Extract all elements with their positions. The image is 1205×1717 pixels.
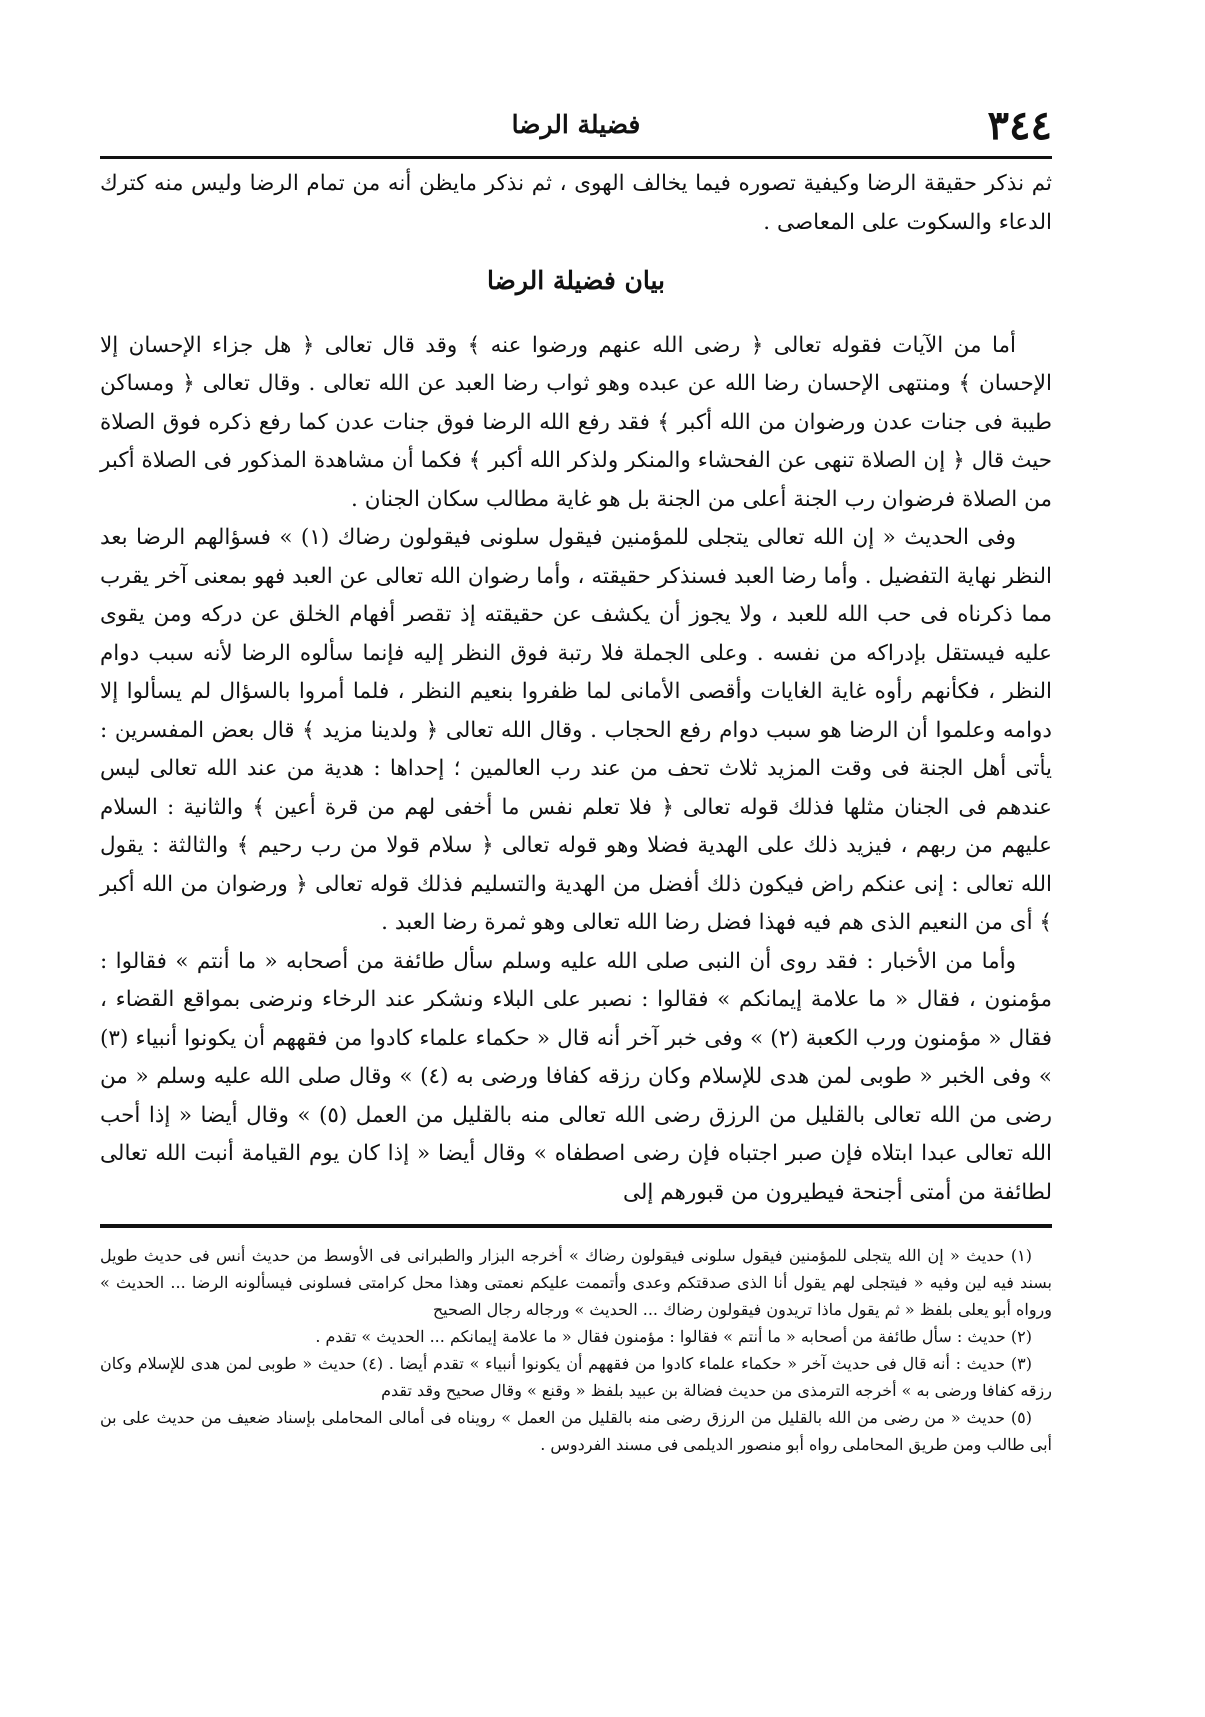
footnote-1: (١) حديث « إن الله يتجلى للمؤمنين فيقول سلونى فيقولون رضاك » أخرجه البزار والطبرانى فى الأوسط من حديث أنس فى حديث طويل بسند فيه لين وفيه « فيتجلى لهم يقول أنا الذى صدقتكم وعدى وأتممت عليكم نعمتى وهذا محل كرامتى فسلونى فيسألونه الرضا ... الحديث » ورواه أبو يعلى بلفظ « ثم يقول ماذا تريدون فيقولون رضاك ... الحديث » ورجاله رجال الصحيح [100, 1246, 1052, 1319]
main-text [100, 165, 1052, 1212]
footnote-3-4: (٣) حديث : أنه قال فى حديث آخر « حكماء علماء كادوا من فقههم أن يكونوا أنبياء » تقدم أيضا . (٤) حديث « طوبى لمن هدى للإسلام وكان رزقه كفافا ورضى به » أخرجه الترمذى من حديث فضالة بن عبيد بلفظ « وقنع » وقال صحيح وقد تقدم [100, 1354, 1052, 1400]
footnotes [100, 1242, 1052, 1458]
intro-paragraph: ثم نذكر حقيقة الرضا وكيفية تصوره فيما يخالف الهوى ، ثم نذكر مايظن أنه من تمام الرضا وليس منه كترك الدعاء والسكوت على المعاصى . [100, 171, 1052, 235]
running-head [100, 100, 1052, 156]
running-title: فضيلة الرضا [511, 110, 641, 139]
footnote-2: (٢) حديث : سأل طائفة من أصحابه « ما أنتم » فقالوا : مؤمنون فقال « ما علامة إيمانكم ... الحديث » تقدم . [315, 1327, 1032, 1346]
section-heading: بيان فضيلة الرضا [487, 266, 665, 295]
footnote-5: (٥) حديث « من رضى من الله بالقليل من الرزق رضى منه بالقليل من العمل » رويناه فى أمالى المحاملى بإسناد ضعيف من حديث على بن أبى طالب ومن طريق المحاملى رواه أبو منصور الديلمى فى مسند الفردوس . [100, 1408, 1052, 1454]
paragraph-reports: وأما من الأخبار : فقد روى أن النبى صلى الله عليه وسلم سأل طائفة من أصحابه « ما أنتم » فقالوا : مؤمنون ، فقال « ما علامة إيمانكم » فقالوا : نصبر على البلاء ونشكر عند الرخاء ونرضى بمواقع القضاء ، فقال « مؤمنون ورب الكعبة (٢) » وفى خبر آخر أنه قال « حكماء علماء كادوا من فقههم أن يكونوا أنبياء (٣) » وفى الخبر « طوبى لمن هدى للإسلام وكان رزقه كفافا ورضى به (٤) » وقال صلى الله عليه وسلم « من رضى من الله تعالى بالقليل من الرزق رضى الله تعالى منه بالقليل من العمل (٥) » وقال أيضا « إذا أحب الله تعالى عبدا ابتلاه فإن صبر اجتباه فإن رضى اصطفاه » وقال أيضا « إذا كان يوم القيامة أنبت الله تعالى لطائفة من أمتى أجنحة فيطيرون من قبورهم إلى [100, 948, 1052, 1205]
page-number: ٣٤٤ [987, 102, 1052, 149]
book-page [100, 100, 1052, 1458]
paragraph-verses: أما من الآيات فقوله تعالى ﴿ رضى الله عنهم ورضوا عنه ﴾ وقد قال تعالى ﴿ هل جزاء الإحسان إلا الإحسان ﴾ ومنتهى الإحسان رضا الله عن عبده وهو ثواب رضا العبد عن الله تعالى . وقال تعالى ﴿ ومساكن طيبة فى جنات عدن ورضوان من الله أكبر ﴾ فقد رفع الله الرضا فوق جنات عدن كما رفع ذكره فوق الصلاة حيث قال ﴿ إن الصلاة تنهى عن الفحشاء والمنكر ولذكر الله أكبر ﴾ فكما أن مشاهدة المذكور فى الصلاة أكبر من الصلاة فرضوان رب الجنة أعلى من الجنة بل هو غاية مطالب سكان الجنان . [100, 332, 1052, 512]
header-divider [100, 156, 1052, 159]
footnote-divider [100, 1224, 1052, 1228]
paragraph-hadith: وفى الحديث « إن الله تعالى يتجلى للمؤمنين فيقول سلونى فيقولون رضاك (١) » فسؤالهم الرضا بعد النظر نهاية التفضيل . وأما رضا العبد فسنذكر حقيقته ، وأما رضوان الله تعالى عن العبد فهو بمعنى آخر يقرب مما ذكرناه فى حب الله للعبد ، ولا يجوز أن يكشف عن حقيقته إذ تقصر أفهام الخلق عن دركه ومن يقوى عليه فيستقل بإدراكه من نفسه . وعلى الجملة فلا رتبة فوق النظر إليه فإنما سألوه الرضا لأنه سبب دوام النظر ، فكأنهم رأوه غاية الغايات وأقصى الأمانى لما ظفروا بنعيم النظر ، فلما أمروا بالسؤال لم يسألوا إلا دوامه وعلموا أن الرضا هو سبب دوام رفع الحجاب . وقال الله تعالى ﴿ ولدينا مزيد ﴾ قال بعض المفسرين : يأتى أهل الجنة فى وقت المزيد ثلاث تحف من عند رب العالمين ؛ إحداها : هدية من عند الله تعالى ليس عندهم فى الجنان مثلها فذلك قوله تعالى ﴿ فلا تعلم نفس ما أخفى لهم من قرة أعين ﴾ والثانية : السلام عليهم من ربهم ، فيزيد ذلك على الهدية فضلا وهو قوله تعالى ﴿ سلام قولا من رب رحيم ﴾ والثالثة : يقول الله تعالى : إنى عنكم راض فيكون ذلك أفضل من الهدية والتسليم فذلك قوله تعالى ﴿ ورضوان من الله أكبر ﴾ أى من النعيم الذى هم فيه فهذا فضل رضا الله تعالى وهو ثمرة رضا العبد . [100, 525, 1052, 935]
